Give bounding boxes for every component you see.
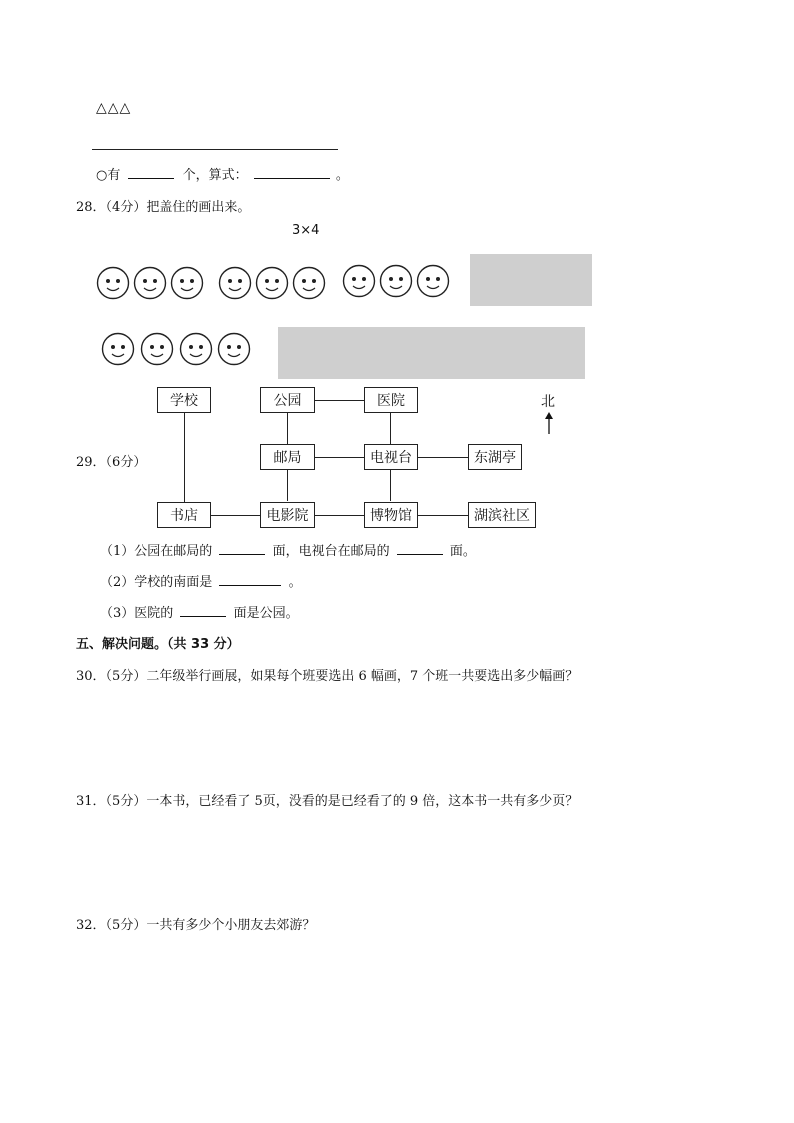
q28-expression: 3×4 [292,223,320,238]
map-node-school: 学校 [157,387,211,413]
circle-count-blank[interactable] [128,164,174,179]
smiley-face-icon [416,264,450,298]
question-31: 31．（5分）一本书，已经看了 5页，没看的是已经看了的 9 倍，这本书一共有多少页？ [76,794,579,809]
smiley-face-icon [170,266,204,300]
q29-sub3 [100,602,299,621]
question-28: 28．（4分）把盖住的画出来。 [76,200,251,215]
north-label: 北 [541,394,555,410]
q29-sub1-text-c: 面。 [449,544,476,559]
smiley-face-icon [101,332,135,366]
map-node-cinema: 电影院 [260,502,315,528]
circle-count-line [96,164,349,183]
map-line [315,400,364,401]
smiley-face-icon [140,332,174,366]
q29-sub2-blank[interactable] [219,571,281,586]
smiley-face-icon [217,332,251,366]
smiley-face-icon [179,332,213,366]
q29-sub3-text-a: （3）医院的 [100,606,174,621]
q29-sub1-blank-2[interactable] [397,540,443,555]
q29-sub1 [100,540,476,559]
map-node-post-office: 邮局 [260,444,315,470]
map-line [417,457,468,458]
smiley-face-icon [96,266,130,300]
circle-prefix: ○有 [96,168,121,183]
map-node-bookstore: 书店 [157,502,211,528]
map-node-hubin-community: 湖滨社区 [468,502,536,528]
q28-figure [92,222,592,380]
map-line [417,515,468,516]
map-node-park: 公园 [260,387,315,413]
answer-line [92,149,338,150]
q29-sub2-text-a: （2）学校的南面是 [100,575,213,590]
covered-area-2 [278,327,585,379]
smiley-face-icon [255,266,289,300]
map-node-hospital: 医院 [364,387,418,413]
section-5-title: 五、解决问题。（共 33 分） [76,637,240,652]
circle-end: 。 [335,168,349,183]
covered-area-1 [470,254,592,306]
q29-sub3-blank[interactable] [180,602,226,617]
map-node-museum: 博物馆 [364,502,418,528]
north-arrow-icon [543,411,555,435]
map-line [315,515,364,516]
map-line [287,413,288,444]
q29-sub3-text-b: 面是公园。 [233,606,299,621]
map-line [211,515,261,516]
circle-mid: 个，算式： [182,168,248,183]
triangles-row: △△△ [96,100,132,116]
question-30: 30．（5分）二年级举行画展，如果每个班要选出 6 幅画，7 个班一共要选出多少幅画？ [76,669,579,684]
map-node-tv-station: 电视台 [364,444,418,470]
map-line [184,413,185,502]
q29-sub2-text-b: 。 [288,575,302,590]
smiley-face-icon [218,266,252,300]
smiley-face-icon [379,264,413,298]
smiley-face-icon [133,266,167,300]
question-29: 29．（6分） [76,455,147,470]
q29-sub2 [100,571,302,590]
map-line [390,470,391,501]
map-line [287,470,288,501]
question-32: 32．（5分）一共有多少个小朋友去郊游？ [76,918,316,933]
q29-sub1-blank-1[interactable] [219,540,265,555]
smiley-face-icon [292,266,326,300]
smiley-face-icon [342,264,376,298]
map-line [315,457,364,458]
map-node-donghu-pavilion: 东湖亭 [468,444,522,470]
expression-blank[interactable] [254,164,330,179]
map-line [390,413,391,444]
q29-sub1-text-a: （1）公园在邮局的 [100,544,213,559]
q29-sub1-text-b: 面，电视台在邮局的 [272,544,390,559]
